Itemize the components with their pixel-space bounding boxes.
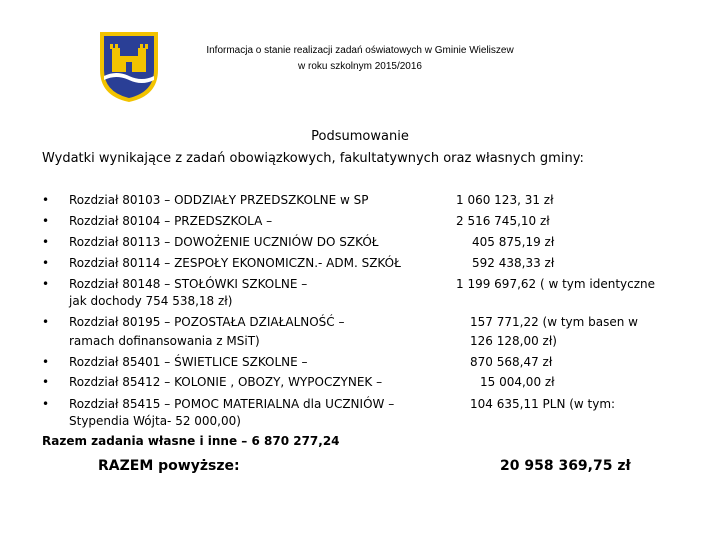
bullet: •: [42, 355, 50, 369]
item-amount-continuation: 126 128,00 zł): [470, 334, 557, 348]
gmina-crest-logo: [98, 30, 160, 104]
document-header: [170, 43, 550, 75]
item-label: Rozdział 85401 – ŚWIETLICE SZKOLNE –: [69, 355, 308, 369]
item-label: Rozdział 85412 – KOLONIE , OBOZY, WYPOCZYNEK –: [69, 375, 383, 389]
bullet: •: [42, 397, 50, 411]
item-label-continuation: Stypendia Wójta- 52 000,00): [69, 414, 241, 428]
total-value: 20 958 369,75 zł: [500, 458, 631, 474]
item-amount: 104 635,11 PLN (w tym:: [470, 397, 616, 411]
item-amount: 1 060 123, 31 zł: [456, 193, 554, 207]
item-label-continuation: ramach dofinansowania z MSiT): [69, 334, 260, 348]
header-line-1: Informacja o stanie realizacji zadań oświatowych w Gminie Wieliszew: [206, 45, 514, 56]
list-item: [0, 193, 720, 213]
bullet: •: [42, 315, 50, 329]
item-label: Rozdział 80113 – DOWOŻENIE UCZNIÓW DO SZKÓŁ: [69, 235, 379, 249]
bullet: •: [42, 277, 50, 291]
list-item: [0, 256, 720, 276]
item-amount: 405 875,19 zł: [472, 235, 555, 249]
item-amount: 15 004,00 zł: [480, 375, 555, 389]
item-amount: 870 568,47 zł: [470, 355, 553, 369]
item-label: Rozdział 80148 – STOŁÓWKI SZKOLNE –: [69, 277, 308, 291]
bullet: •: [42, 193, 50, 207]
header-line-2: w roku szkolnym 2015/2016: [298, 61, 422, 72]
list-item: [0, 315, 720, 335]
summary-subtitle: Wydatki wynikające z zadań obowiązkowych, fakultatywnych oraz własnych gminy:: [42, 151, 584, 166]
item-label: Rozdział 80104 – PRZEDSZKOLA –: [69, 214, 273, 228]
item-label: Rozdział 85415 – POMOC MATERIALNA dla UCZNIÓW –: [69, 397, 395, 411]
list-item: [0, 375, 720, 395]
summary-title: Podsumowanie: [311, 129, 409, 144]
bullet: •: [42, 235, 50, 249]
item-label: Rozdział 80103 – ODDZIAŁY PRZEDSZKOLNE w SP: [69, 193, 369, 207]
total-label: RAZEM powyższe:: [98, 458, 240, 474]
item-amount: 157 771,22 (w tym basen w: [470, 315, 638, 329]
list-item: [0, 214, 720, 234]
summary-line: Razem zadania własne i inne – 6 870 277,24: [42, 434, 340, 448]
item-amount: 592 438,33 zł: [472, 256, 555, 270]
item-amount: 2 516 745,10 zł: [456, 214, 550, 228]
item-label-continuation: jak dochody 754 538,18 zł): [69, 294, 233, 308]
list-item: [0, 355, 720, 375]
bullet: •: [42, 375, 50, 389]
list-item: [0, 235, 720, 255]
bullet: •: [42, 256, 50, 270]
item-label: Rozdział 80114 – ZESPOŁY EKONOMICZN.- ADM. SZKÓŁ: [69, 256, 401, 270]
bullet: •: [42, 214, 50, 228]
item-label: Rozdział 80195 – POZOSTAŁA DZIAŁALNOŚĆ –: [69, 315, 345, 329]
item-amount: 1 199 697,62 ( w tym identyczne: [456, 277, 656, 291]
